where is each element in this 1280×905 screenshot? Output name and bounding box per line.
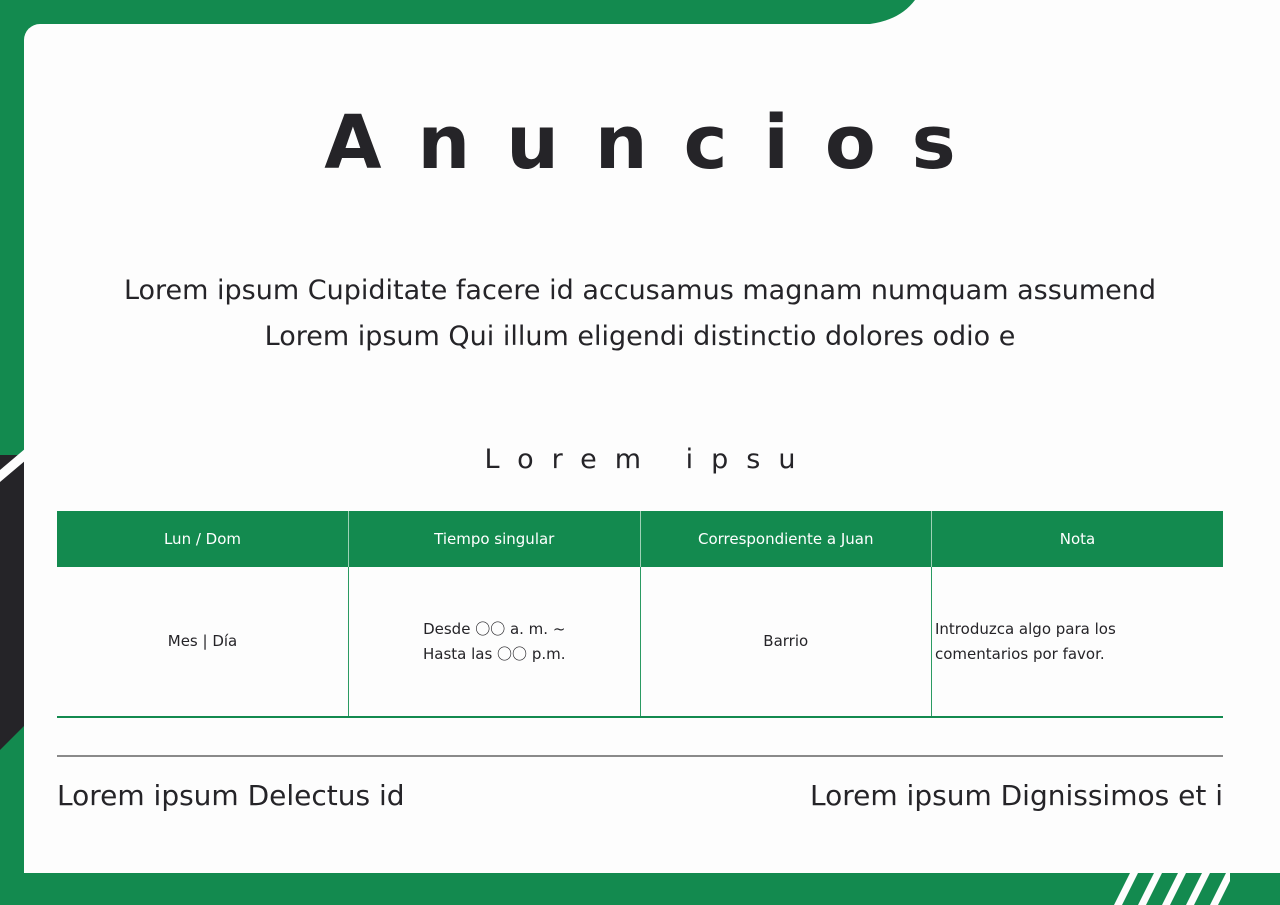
- header-note: Nota: [932, 511, 1224, 567]
- time-start: Desde 〇〇 a. m. ~: [423, 619, 566, 638]
- schedule-table: [57, 511, 1223, 718]
- header-time: Tiempo singular: [349, 511, 641, 567]
- intro-line-1: Lorem ipsum Cupiditate facere id accusamus magnam numquam assumend: [123, 275, 1157, 306]
- intro-text: [0, 268, 1280, 360]
- table-row: [57, 567, 1223, 717]
- footer-left-text: Lorem ipsum Delectus id: [57, 779, 405, 812]
- time-end: Hasta las 〇〇 p.m.: [422, 644, 566, 663]
- bottom-band: [0, 873, 1280, 905]
- cell-date: Mes | Día: [57, 567, 349, 717]
- section-subtitle: Lorem ipsu: [484, 444, 814, 475]
- page-title: Anuncios: [324, 100, 992, 186]
- cell-time: [349, 567, 641, 717]
- cell-place: Barrio: [640, 567, 932, 717]
- footer-right-text: Lorem ipsum Dignissimos et i: [810, 779, 1223, 812]
- stripes-decoration: [1100, 873, 1230, 905]
- divider-line: [57, 755, 1223, 757]
- header-date: Lun / Dom: [57, 511, 349, 567]
- header-place: Correspondiente a Juan: [640, 511, 932, 567]
- intro-line-2: Lorem ipsum Qui illum eligendi distinctio dolores odio e: [264, 321, 1016, 352]
- table-header-row: [57, 511, 1223, 567]
- cell-note: Introduzca algo para los comentarios por favor.: [932, 567, 1224, 717]
